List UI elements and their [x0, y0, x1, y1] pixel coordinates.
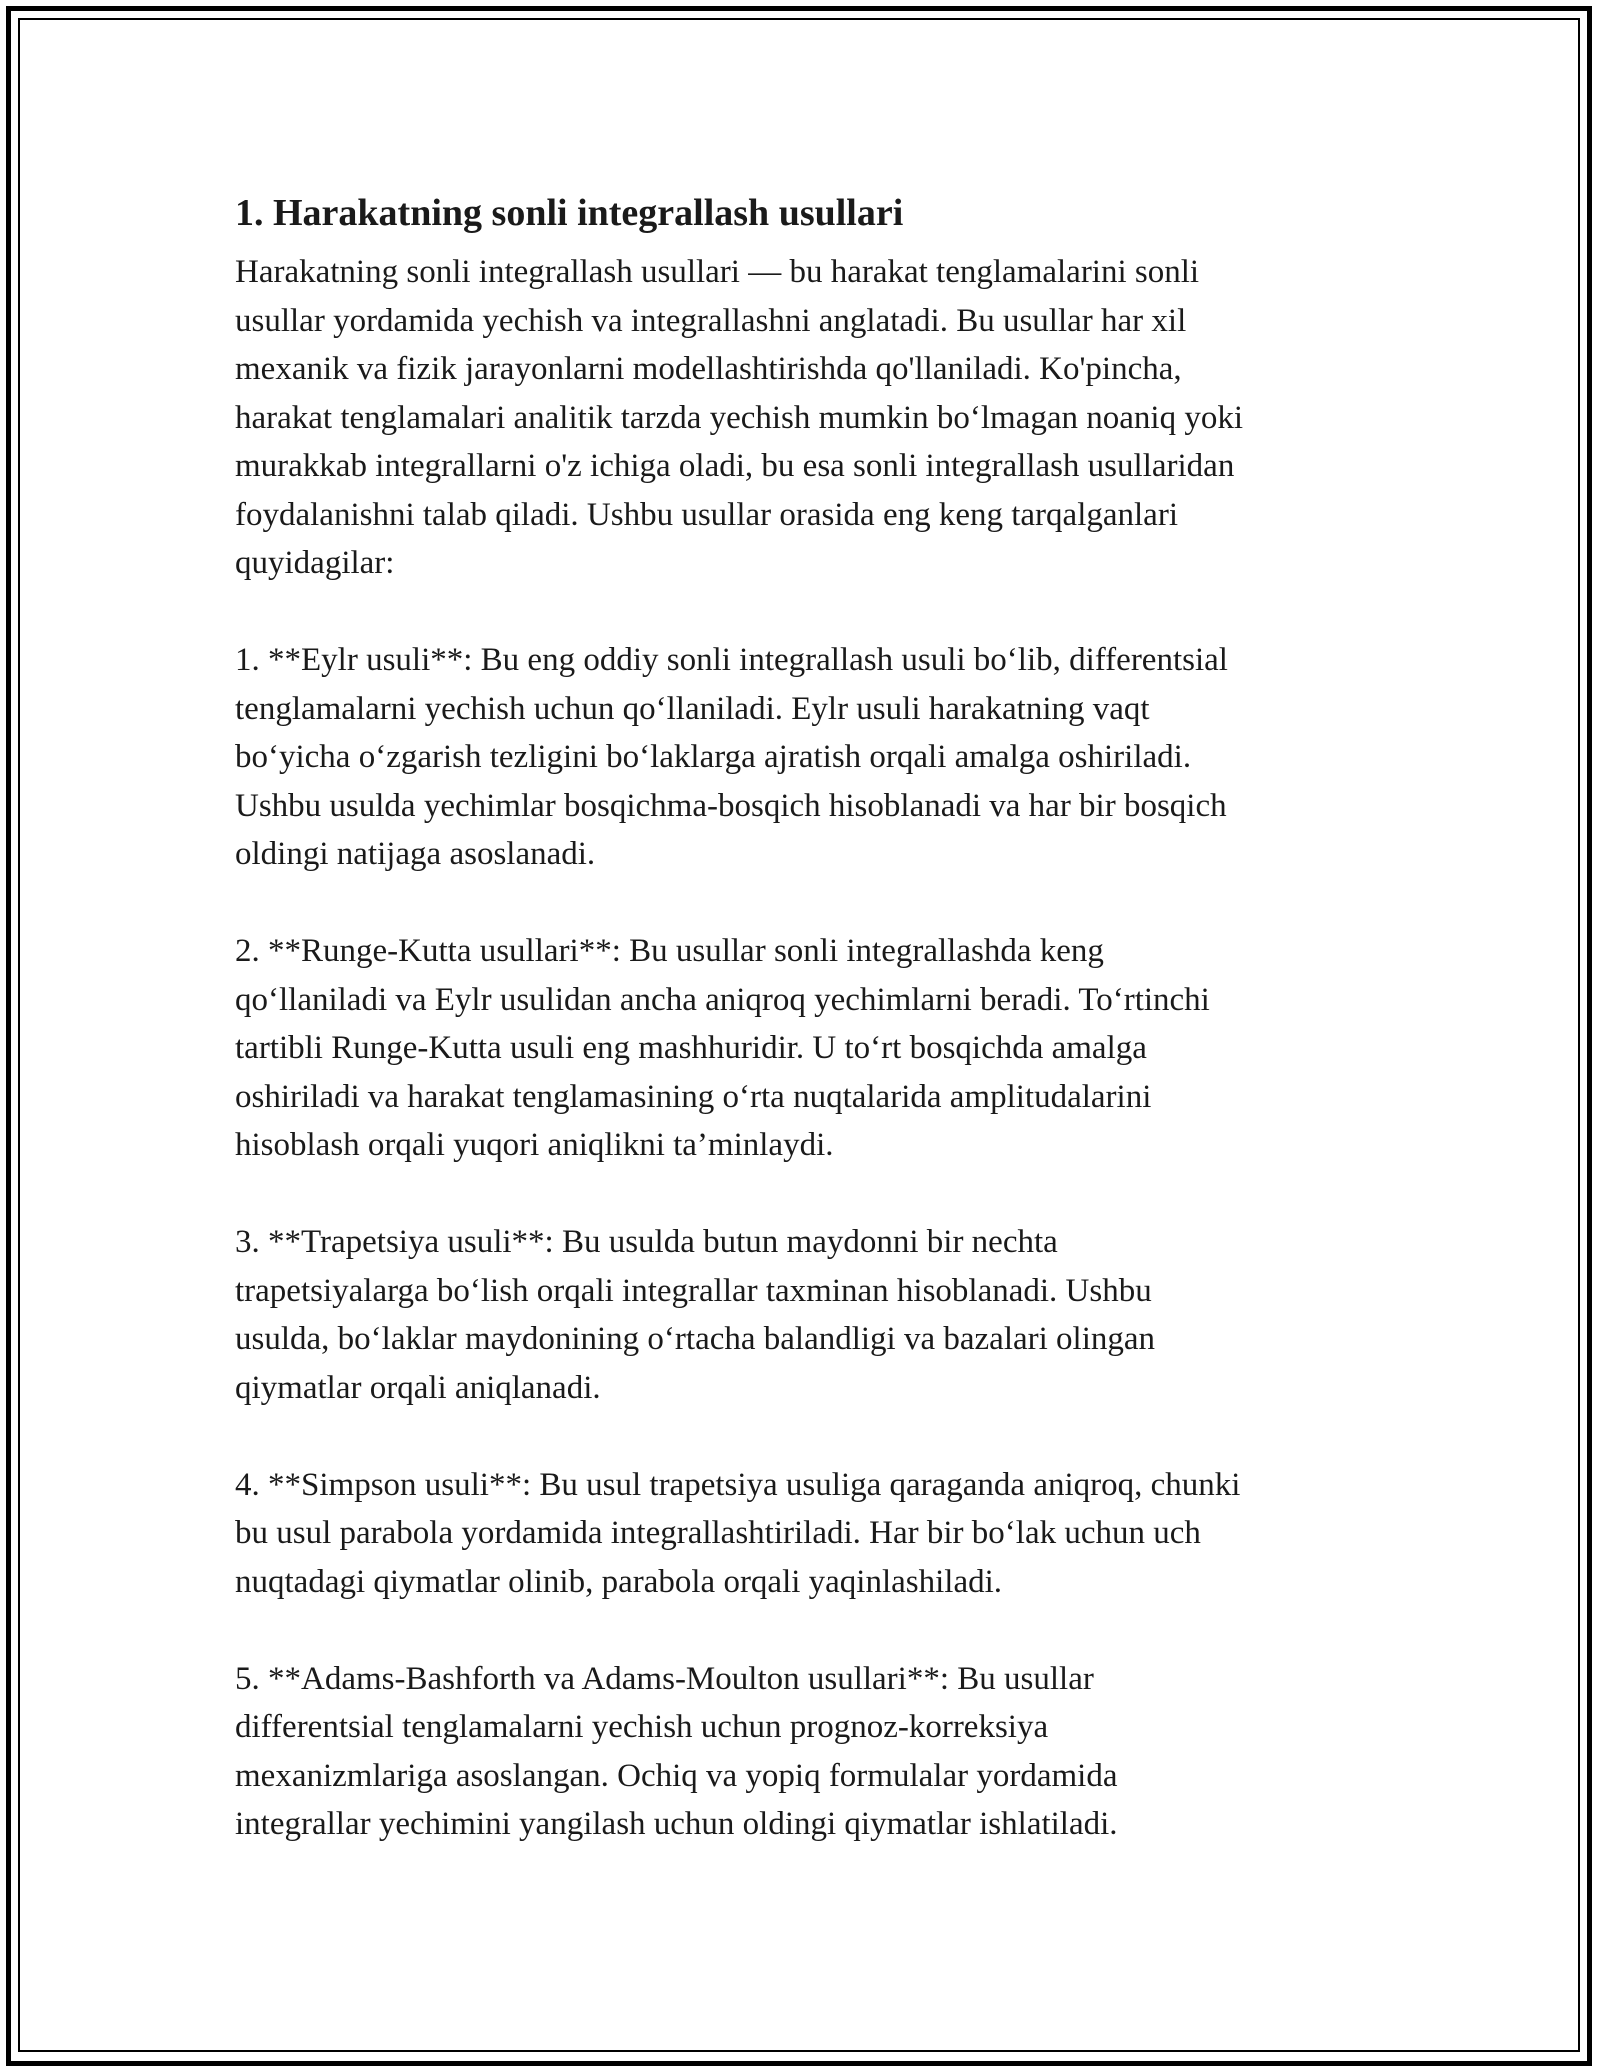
document-body: [235, 186, 1375, 1897]
runge-kutta-paragraph: 2. **Runge-Kutta usullari**: Bu usullar sonli integrallashda keng qoʻllaniladi va Eylr usulidan ancha aniqroq yechimlarni beradi. Toʻrtinchi tartibli Runge-Kutta usuli eng mashhuridir. U toʻrt bosqichda amalga oshiriladi va harakat tenglamasining oʻrta nuqtalarida amplitudalarini hisoblash orqali yuqori aniqlikni ta’minlaydi.: [235, 933, 1210, 1163]
adams-methods-paragraph: 5. **Adams-Bashforth va Adams-Moulton usullari**: Bu usullar differentsial tenglamalarni yechish uchun prognoz-korreksiya mexanizmlariga asoslangan. Ochiq va yopiq formulalar yordamida integrallar yechimini yangilash uchun oldingi qiymatlar ishlatiladi.: [235, 1660, 1118, 1842]
simpson-method-paragraph: 4. **Simpson usuli**: Bu usul trapetsiya usuliga qaraganda aniqroq, chunki bu usul parabola yordamida integrallashtiriladi. Har bir boʻlak uchun uch nuqtadagi qiymatlar olinib, parabola orqali yaqinlashiladi.: [235, 1466, 1241, 1600]
intro-paragraph: Harakatning sonli integrallash usullari — bu harakat tenglamalarini sonli usullar yordamida yechish va integrallashni anglatadi. Bu usullar har xil mexanik va fizik jarayonlarni modellashtirishda qo'llaniladi. Ko'pincha, harakat tenglamalari analitik tarzda yechish mumkin boʻlmagan noaniq yoki murakkab integrallarni o'z ichiga oladi, bu esa sonli integrallash usullaridan foydalanishni talab qiladi. Ushbu usullar orasida eng keng tarqalganlari quyidagilar:: [235, 254, 1243, 581]
trapezoid-method-paragraph: 3. **Trapetsiya usuli**: Bu usulda butun maydonni bir nechta trapetsiyalarga boʻlish orqali integrallar taxminan hisoblanadi. Ushbu usulda, boʻlaklar maydonining oʻrtacha balandligi va bazalari olingan qiymatlar orqali aniqlanadi.: [235, 1224, 1156, 1406]
document-heading: 1. Harakatning sonli integrallash usullari: [235, 192, 904, 234]
euler-method-paragraph: 1. **Eylr usuli**: Bu eng oddiy sonli integrallash usuli boʻlib, differentsial tenglamalarni yechish uchun qoʻllaniladi. Eylr usuli harakatning vaqt boʻyicha oʻzgarish tezligini boʻlaklarga ajratish orqali amalga oshiriladi. Ushbu usulda yechimlar bosqichma-bosqich hisoblanadi va har bir bosqich oldingi natijaga asoslanadi.: [235, 642, 1228, 872]
